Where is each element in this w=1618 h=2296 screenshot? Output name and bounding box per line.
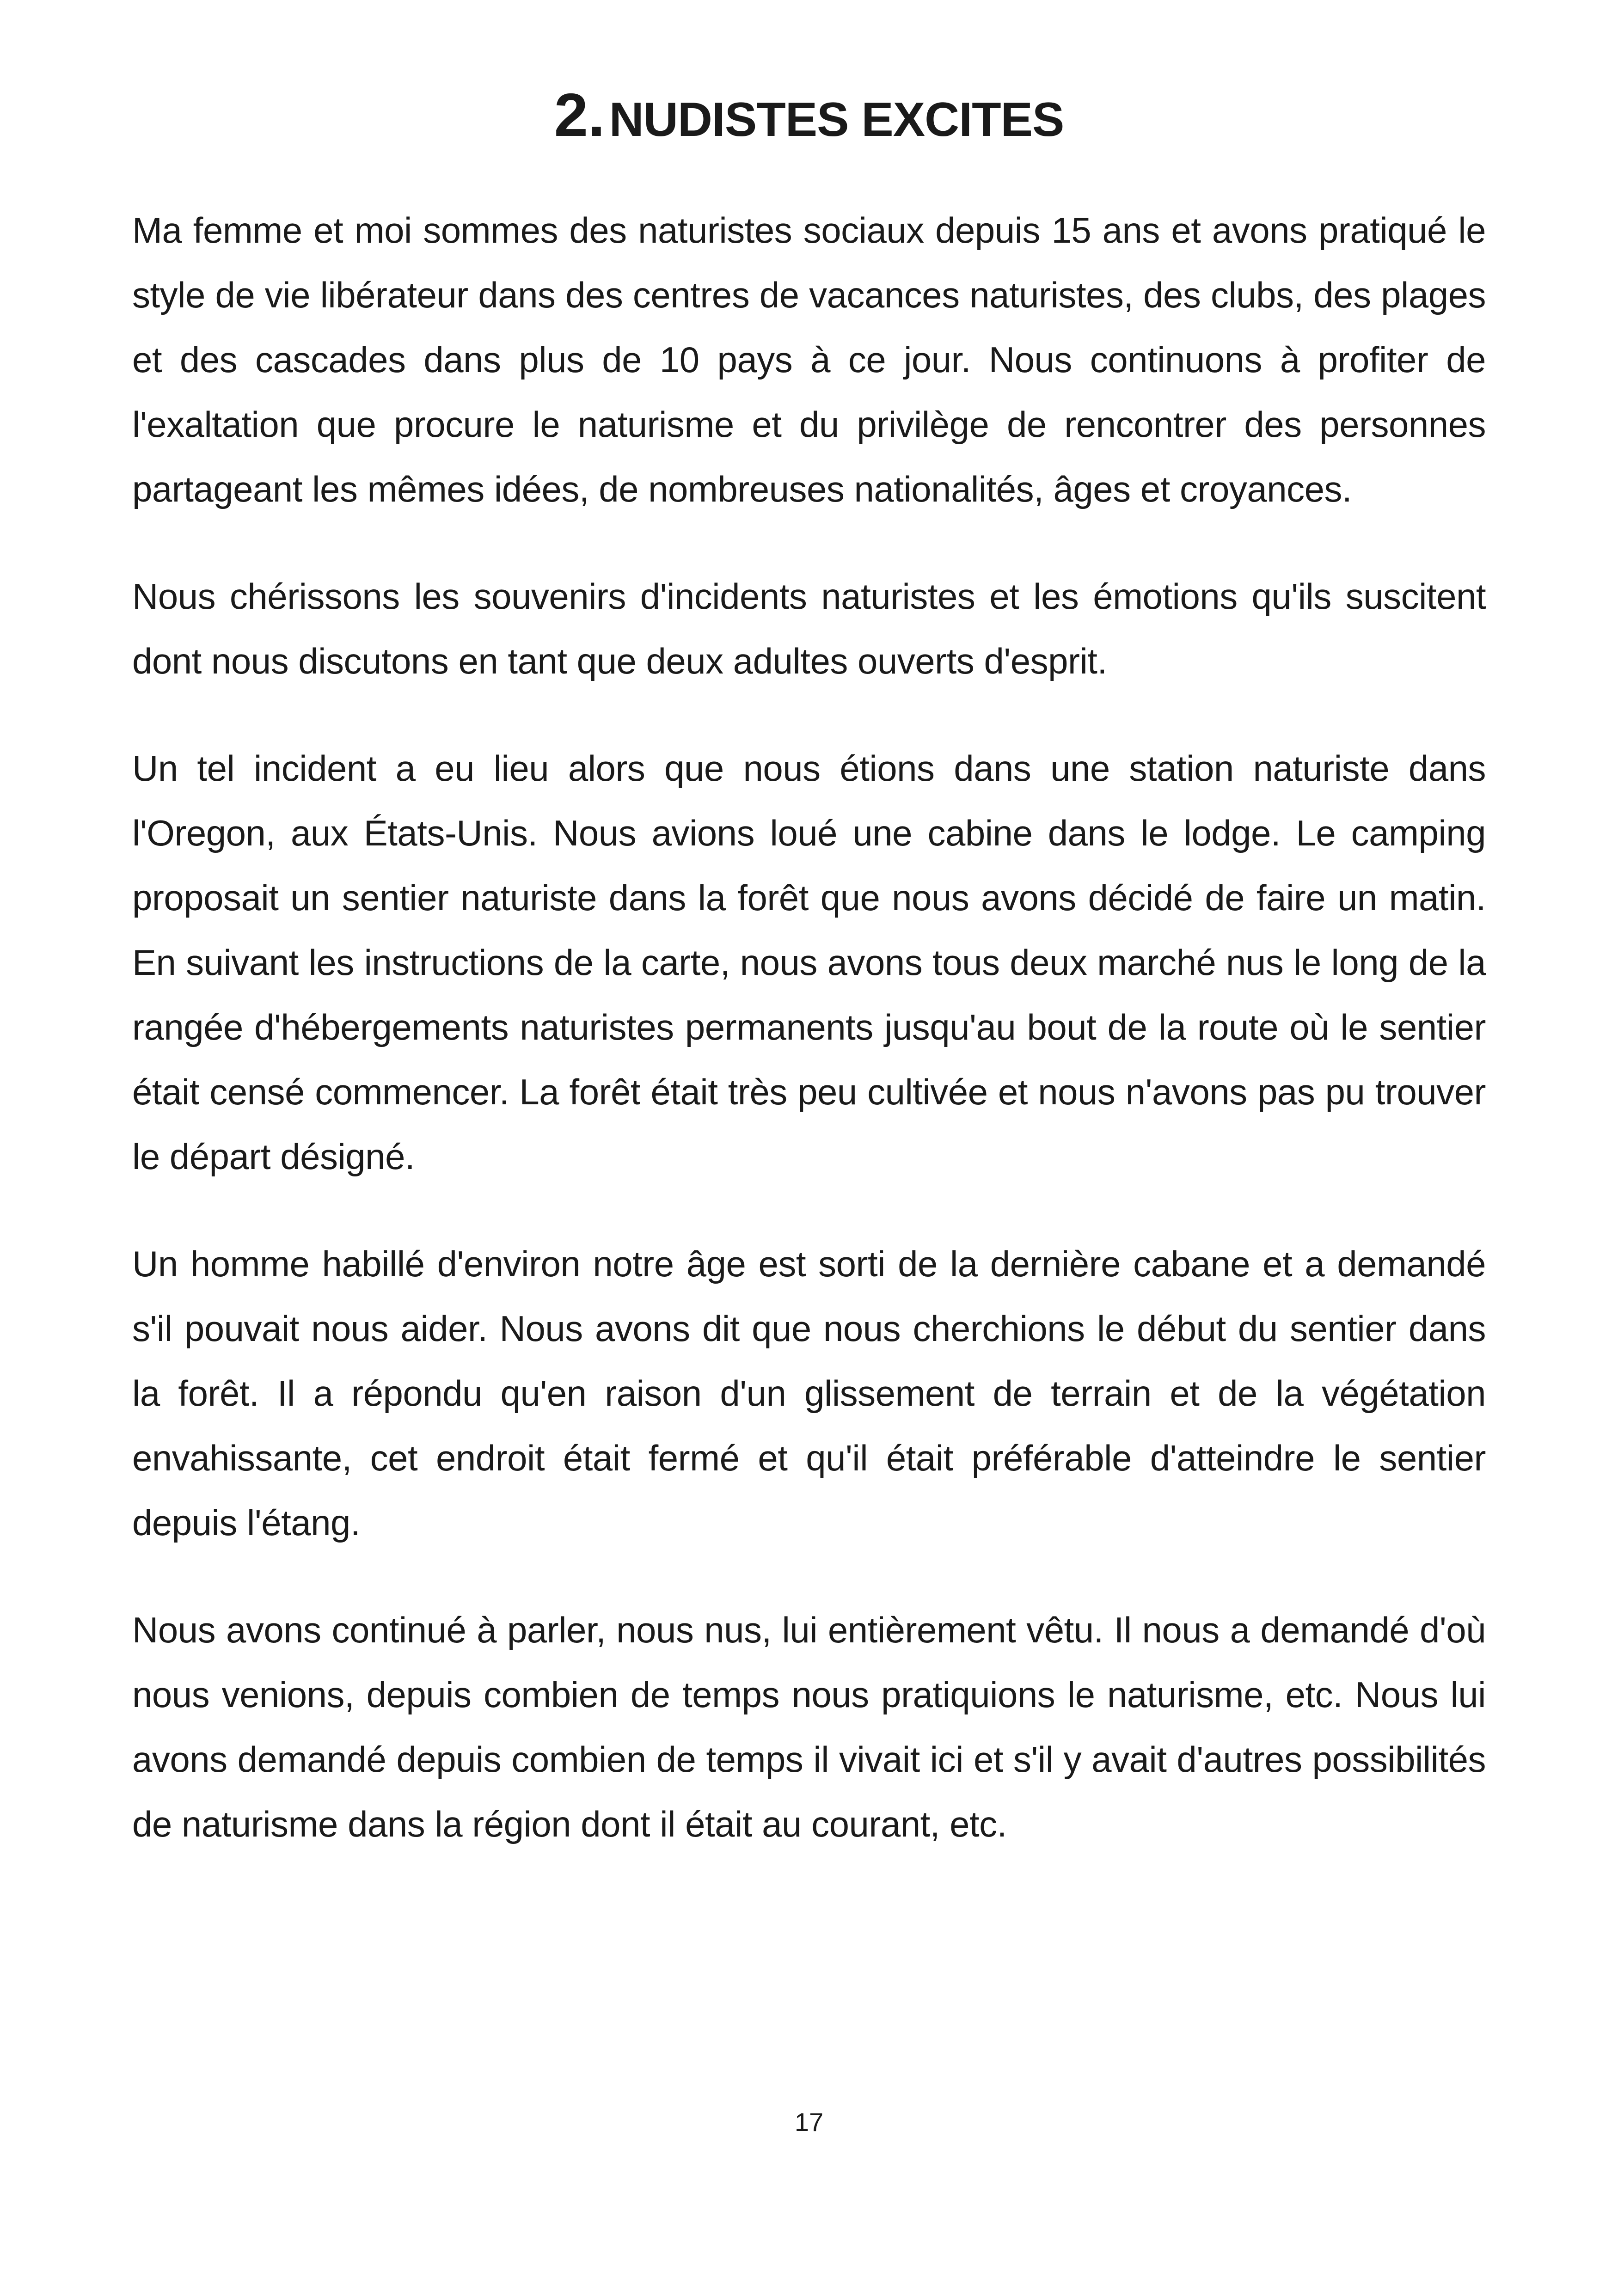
chapter-number: 2. [554, 81, 605, 149]
paragraph-4: Un homme habillé d'environ notre âge est sorti de la dernière cabane et a demandé s'il pouvait nous aider. Nous avons dit que nous cherchions le début du sentier dans la forêt. Il a répondu qu'en raison d'un glissement de terrain et de la végétation envahissante, cet endroit était fermé et qu'il était préférable d'atteindre le sentier depuis l'étang. [132, 1243, 1486, 1543]
chapter-body [132, 198, 1486, 1899]
chapter-heading [0, 79, 1618, 152]
chapter-title: NUDISTES EXCITES [609, 93, 1064, 147]
paragraph-2: Nous chérissons les souvenirs d'incidents naturistes et les émotions qu'ils suscitent dont nous discutons en tant que deux adultes ouverts d'esprit. [132, 576, 1486, 681]
paragraph-1: Ma femme et moi sommes des naturistes sociaux depuis 15 ans et avons pratiqué le style de vie libérateur dans des centres de vacances naturistes, des clubs, des plages et des cascades dans plus de 10 pays à ce jour. Nous continuons à profiter de l'exaltation que procure le naturisme et du privilège de rencontrer des personnes partageant les mêmes idées, de nombreuses nationalités, âges et croyances. [132, 210, 1486, 509]
page-number: 17 [794, 2107, 824, 2137]
paragraph-3: Un tel incident a eu lieu alors que nous étions dans une station naturiste dans l'Oregon, aux États-Unis. Nous avions loué une cabine dans le lodge. Le camping proposait un sentier naturiste dans la forêt que nous avons décidé de faire un matin. En suivant les instructions de la carte, nous avons tous deux marché nus le long de la rangée d'hébergements naturistes permanents jusqu'au bout de la route où le sentier était censé commencer. La forêt était très peu cultivée et nous n'avons pas pu trouver le départ désigné. [132, 748, 1486, 1177]
paragraph-5: Nous avons continué à parler, nous nus, lui entièrement vêtu. Il nous a demandé d'où nous venions, depuis combien de temps nous pratiquions le naturisme, etc. Nous lui avons demandé depuis combien de temps il vivait ici et s'il y avait d'autres possibilités de naturisme dans la région dont il était au courant, etc. [132, 1610, 1486, 1844]
